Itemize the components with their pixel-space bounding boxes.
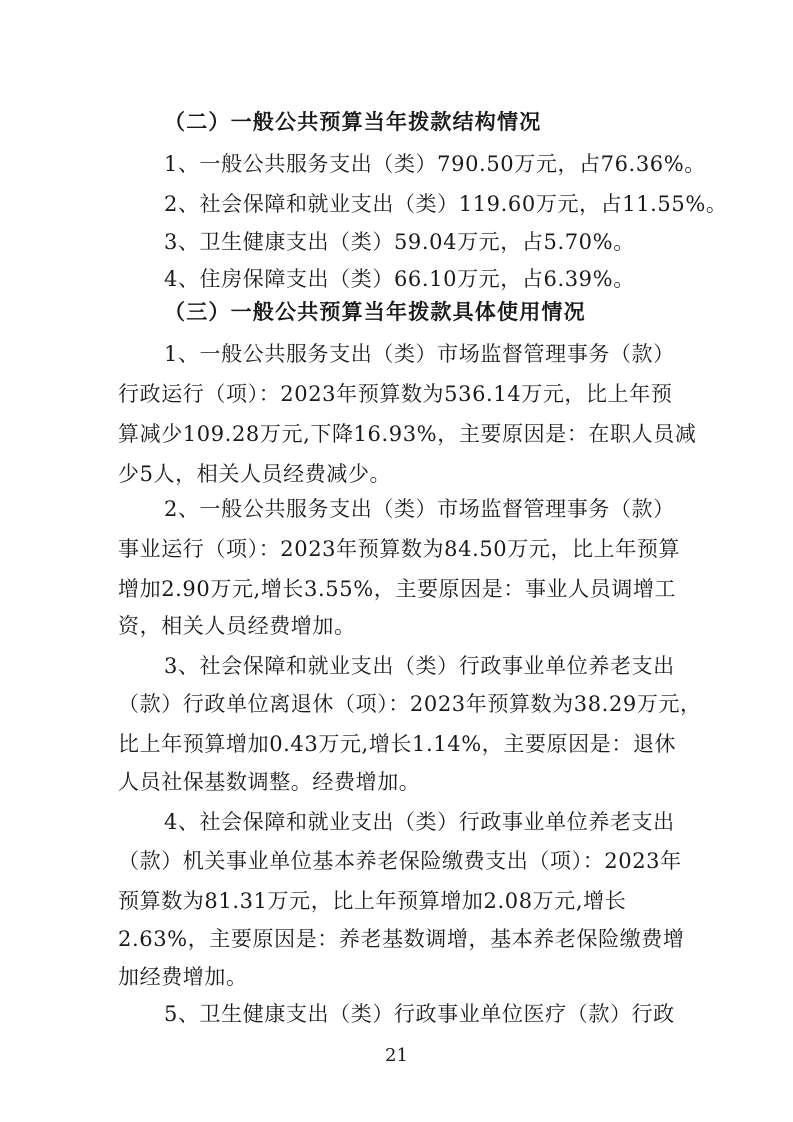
structure-item-2: 2、社会保障和就业支出（类）119.60万元，占11.55%。 [164,192,728,216]
structure-item-1: 1、一般公共服务支出（类）790.50万元，占76.36%。 [164,152,706,176]
paragraph-line: 2.63%，主要原因是：养老基数调增，基本养老保险缴费增 [118,927,685,951]
paragraph-line: 加经费增加。 [118,965,248,989]
paragraph-line: 1、一般公共服务支出（类）市场监督管理事务（款） [164,342,675,366]
page-number: 21 [385,1045,408,1066]
paragraph-line: 少5人，相关人员经费减少。 [118,462,392,486]
paragraph-line: 4、社会保障和就业支出（类）行政事业单位养老支出 [164,810,675,834]
paragraph-line: 2、一般公共服务支出（类）市场监督管理事务（款） [164,497,675,521]
paragraph-line: 算减少109.28万元,下降16.93%，主要原因是：在职人员减 [118,422,697,446]
paragraph-line: （款）行政单位离退休（项）：2023年预算数为38.29万元， [118,692,702,716]
section-heading-2: （二）一般公共预算当年拨款结构情况 [164,109,542,134]
paragraph-line: 比上年预算增加0.43万元,增长1.14%，主要原因是：退休 [118,732,677,756]
paragraph-line: 3、社会保障和就业支出（类）行政事业单位养老支出 [164,654,675,678]
structure-item-3: 3、卫生健康支出（类）59.04万元，占5.70%。 [164,230,635,254]
section-heading-3: （三）一般公共预算当年拨款具体使用情况 [164,299,586,324]
paragraph-line: 人员社保基数调整。经费增加。 [118,770,421,794]
paragraph-line: （款）机关事业单位基本养老保险缴费支出（项）：2023年 [118,849,682,873]
paragraph-line: 增加2.90万元,增长3.55%，主要原因是：事业人员调增工 [118,577,677,601]
paragraph-line: 事业运行（项）：2023年预算数为84.50万元，比上年预算 [118,537,681,561]
paragraph-line: 预算数为81.31万元，比上年预算增加2.08万元,增长 [118,889,627,913]
paragraph-line: 资，相关人员经费增加。 [118,614,356,638]
paragraph-line: 5、卫生健康支出（类）行政事业单位医疗（款）行政 [164,1002,675,1026]
structure-item-4: 4、住房保障支出（类）66.10万元，占6.39%。 [164,267,635,291]
paragraph-line: 行政运行（项）：2023年预算数为536.14万元，比上年预 [118,382,673,406]
